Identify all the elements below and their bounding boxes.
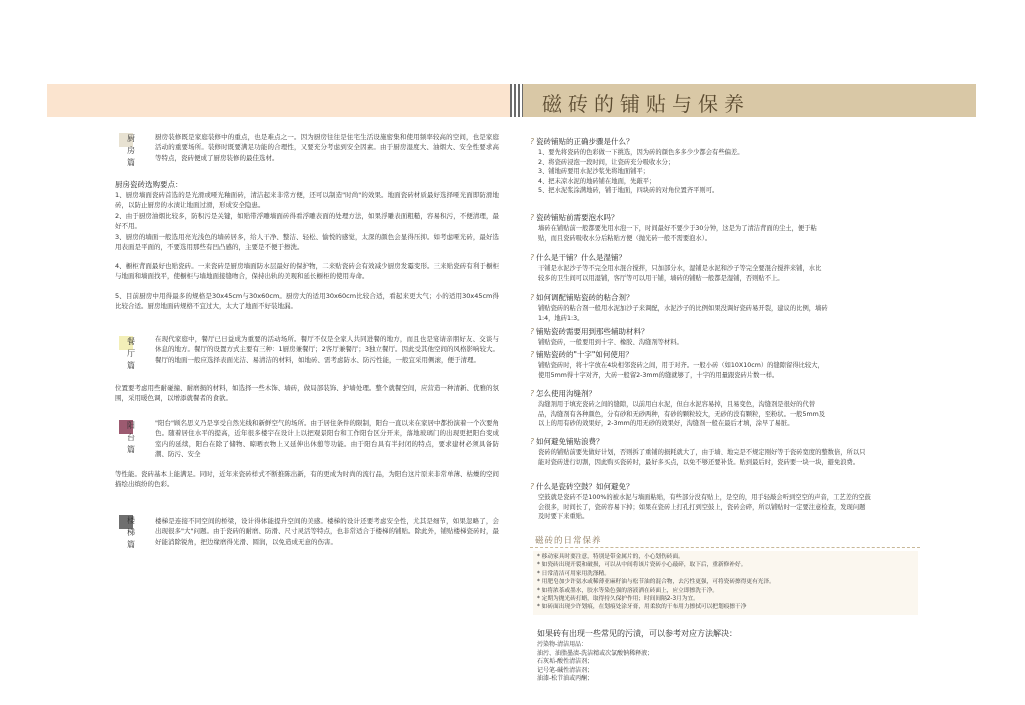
care-item: * 移动家具时要注意，特别是带金属片的，小心划伤砖面。 — [537, 554, 684, 560]
kitchen-point-3: 3、厨房的墙面一般选用亮光浅色的墙砖居多，给人干净、整洁、轻松、愉悦的感觉，太深的颜色会显得压抑。如考虑哑光砖，最好选用表面是平面的，不要选用那些有凹凸感的，主要是不便于擦洗。 — [115, 233, 499, 252]
kitchen-point-4: 4、橱柜背面最好也贴瓷砖。一来瓷砖是厨房墙面防水层最好的保护物，二来贴瓷砖会有效减少厨房发霉变形。三来贴瓷砖有利于橱柜与地面和墙面找平，使橱柜与墙地面接缝吻合，保持出轨的美观和延长橱柜的使用寿命。 — [115, 262, 499, 281]
answer-line: 5、把水泥浆涂满地砖，铺于地面，四块砖的对角位置齐平则可。 — [538, 187, 719, 195]
stain-title: 如果砖有出现一些常见的污渍，可以参考对应方法解决： — [537, 629, 737, 638]
question-heading — [530, 213, 618, 223]
answer-line: 贴，而且瓷砖吸收水分后粘贴方便（抛光砖一般不需要泡水）。 — [538, 234, 712, 242]
balcony-extra: 等性能。瓷砖基本上能满足。同时，近年来瓷砖样式不断推陈出新，有的更成为时尚的流行品，为阳台这片原来非常单薄、枯燥的空间描绘出缤纷的色彩。 — [115, 470, 499, 489]
care-divider — [530, 547, 920, 548]
answer-line: 墙砖在铺贴前一般都要先用水泡一下，时间最好不要少于30分钟，这是为了清洁背面的尘土，便于粘 — [538, 225, 817, 232]
tag-char: 阳 — [127, 421, 135, 430]
question-mark-icon: ? — [530, 137, 534, 146]
answer-line: 干铺是水泥沙子等不完全用水混合搅拌，只加部分水，湿铺是水泥和沙子等完全要混合搅拌来铺，水比 — [538, 265, 822, 272]
care-item: * 如砖面出现少许划痕，在划痕处涂牙膏，用柔软的干布用力擦拭可以把划痕擦干净 — [537, 604, 747, 611]
answer-line: 瓷砖的铺贴前要先做好计划，否则拆了重铺的损耗就大了，由于墙、地完是不规定刚好等于瓷砖宽度的整数倍，所以只 — [538, 449, 866, 456]
header-divider-stripes — [510, 84, 524, 117]
answer-line: 以上的用有砂的效果好，2-3mm的用无砂的效果好，沟缝剂一般在最后才填，涂早了易脏。 — [538, 420, 794, 428]
question-mark-icon: ? — [530, 293, 534, 302]
dining-intro: 在现代家庭中，餐厅已日益成为重要的活动场所。餐厅不仅是全家人共同进餐的地方，而且也是宴请亲朋好友、交谈与休息的地方。餐厅的设置方式主要有三种：1厨房兼餐厅；2客厅兼餐厅；3独立餐厅。因此受其他空间的风格影响较大。餐厅的地面一般应选择表面光洁、易清洁的材料，如地砖、需考虑防水、防污性能，一般宜采用侧滚，便于清理。 — [155, 335, 499, 364]
question-heading — [530, 482, 633, 492]
question-mark-icon: ? — [530, 213, 534, 222]
kitchen-subtitle: 厨房瓷砖选购要点： — [115, 180, 183, 189]
answer-line: 品，沟缝剂有各种颜色，分有砂和无砂两种，有砂的颗粒较大，无砂的没有颗粒，至粉状。一般5mm及 — [538, 410, 826, 418]
care-item: * 用肥皂加少许氨水或稀薄亚麻籽油与松节油的混合物，去污性更强，可将瓷砖擦得更有光泽。 — [537, 579, 775, 586]
question-heading — [530, 293, 633, 303]
stain-item: 石灰垢-酸性清洁剂； — [537, 658, 594, 666]
answer-line: 空鼓就是瓷砖不是100%的被水泥与墙面粘贴，有些部分没有贴上，是空的，用手轻敲会听到空空的声音，工艺差的空鼓 — [538, 494, 871, 501]
answer-line: 铺贴瓷砖，一般要用到十字、橡胶、沟缝剂等材料。 — [538, 339, 683, 346]
question-text: 怎么使用沟缝剂？ — [535, 389, 596, 398]
answer-line: 3、铺地砖要用水泥沙浆先将地面铺平； — [538, 168, 650, 176]
question-text: 如何调配铺贴瓷砖的粘合剂？ — [535, 293, 634, 302]
answer-line: 1:4，地砖1:3。 — [538, 314, 584, 322]
question-heading — [530, 253, 626, 263]
care-item: * 定期为抛光砖打蜡，取得持久保护作用；时间间隔2-3月为宜。 — [537, 596, 699, 602]
question-heading — [530, 137, 633, 147]
answer-line: 2、将瓷砖浸泡一段时间，让瓷砖充分吸收水分； — [538, 158, 675, 166]
section-tag-stairs — [123, 515, 139, 551]
tag-char: 餐 — [127, 337, 135, 346]
tag-char: 楼 — [127, 516, 135, 525]
question-text: 铺贴瓷砖的"十字"如何使用？ — [535, 350, 633, 359]
tag-char: 篇 — [127, 361, 135, 370]
question-mark-icon: ? — [530, 253, 534, 262]
balcony-intro: "阳台"顾名思义乃是享受自然光线和新鲜空气的场所。由于居住条件的限制，阳台一直以来在家居中都扮演着一个次要角色。随着居住水平的提高，近年很多楼宇在设计上以把观景阳台和工作阳台区分开来，落地玻璃门的出现更把阳台变成室内的延续，阳台在除了储物、晾晒衣物上又延伸出休憩等功能。由于阳台具有半封闭的特点，要求建材必须具备防潮、防污、安全 — [155, 419, 499, 458]
section-tag-dining — [123, 336, 139, 372]
dining-extra: 位置要考虑用些耐碰撞、耐磨损的材料，如选择一些木饰、墙砖，做局部装饰、护墙处理。整个就餐空间，应营造一种清新、优雅的氛围，采用暖色调，以增添就餐者的食欲。 — [115, 384, 499, 403]
answer-line: 4、把未凉水泥的地砖铺在地面，先敲平； — [538, 177, 656, 185]
question-text: 什么是干铺？什么是湿铺？ — [535, 253, 626, 262]
question-text: 什么是瓷砖空鼓？如何避免？ — [535, 482, 634, 491]
answer-line: 铺贴瓷砖时，将十字放在4块相邻瓷砖之间，用于对齐。一般小砖（如10X10cm）的缝隙留得比较大， — [538, 362, 824, 369]
question-text: 铺贴瓷砖需要用到那些辅助材料？ — [535, 327, 649, 336]
question-mark-icon: ? — [530, 327, 534, 336]
care-title: 磁砖的日常保养 — [535, 536, 602, 546]
question-text: 瓷砖铺贴前需要泡水吗？ — [535, 213, 619, 222]
answer-line: 铺贴瓷砖的粘合剂一般用水泥加沙子来调配，水泥沙子的比例如果没调好瓷砖易开裂，建议的比例，墙砖 — [538, 305, 828, 312]
stairs-intro: 楼梯是连接不同空间的桥梁，设计得体能提升空间的美感。楼梯的设计还要考虑安全性，尤其是细节，如果忽略了，会出现很多"大"问题。由于瓷砖的耐磨、防滑、尺寸灵活等特点，也非常适合于楼梯的铺贴。除此外，铺贴楼梯瓷砖时，最好能消除锐角，把边缘磨得光滑、圆润，以免造成无意的伤害。 — [155, 517, 499, 546]
answer-line: 使用5mm得十字对齐，大砖一般留2-3mm的缝就够了，十字的用量跟瓷砖片数一样。 — [538, 371, 779, 379]
tag-char: 厅 — [127, 349, 135, 358]
question-mark-icon: ? — [530, 389, 534, 398]
kitchen-intro: 厨房装修既是家庭装修中的重点，也是难点之一。因为厨房往往是住宅生活设施密集和使用频率较高的空间，也是家庭活动的重要场所。装修时既要满足功能的合理性，又要充分考虑到安全因素。由于厨房湿度大、油烟大、安全性要求高等特点，瓷砖便成了厨房装修的最佳选材。 — [155, 133, 499, 162]
header-band-left — [47, 84, 510, 117]
page-title: 磁砖的铺贴与保养 — [542, 92, 750, 116]
stain-item: 污染物-清洁用品： — [537, 641, 588, 648]
question-text: 如何避免铺贴浪费？ — [535, 437, 604, 446]
tag-char: 房 — [127, 146, 135, 155]
question-text: 瓷砖铺贴的正确步骤是什么？ — [535, 137, 634, 146]
question-mark-icon: ? — [530, 350, 534, 359]
answer-line: 能对瓷砖进行切割，因此购买瓷砖时，最好多买点，以免不够还要补货。贴到最后时，瓷砖要一块一块，避免浪费。 — [538, 458, 860, 466]
care-item: * 日常清洁可用家用洗涤精。 — [537, 570, 610, 577]
kitchen-point-2: 2、由于厨房油烟比较多，防积污是关键，如贴带浮雕墙面砖得看浮雕表面的处理方法，如果浮雕表面粗糙，容易积污，不便清理，最好不用。 — [115, 212, 499, 231]
tag-char: 台 — [127, 433, 135, 442]
answer-line: 及时要下来重贴。 — [538, 513, 589, 521]
stain-item: 记号笔-碱性清洁剂； — [537, 666, 594, 674]
section-tag-balcony — [123, 420, 139, 456]
tag-char: 篇 — [127, 158, 135, 167]
question-heading — [530, 350, 633, 360]
tag-char: 篇 — [127, 445, 135, 454]
question-heading — [530, 389, 596, 399]
question-mark-icon: ? — [530, 437, 534, 446]
question-heading — [530, 437, 603, 447]
stain-item: 油污、油脂墨渍-洗洁精或次氯酸钠稀释液； — [537, 649, 654, 657]
answer-line: 会很多，时间长了，瓷砖容易下掉；如果在瓷砖上打孔打到空鼓上，瓷砖会碎，所以铺贴时一定要注意检查，发现问题 — [538, 503, 866, 511]
kitchen-point-5: 5、目前厨房中用得最多的规格是30x45cm与30x60cm。厨房大的适用30x60cm比较合适，看起来更大气；小的适用30x45cm得比较合适。厨房地面砖规格不宜过大，太大了地面不好装地漏。 — [115, 292, 499, 311]
tag-char: 篇 — [127, 540, 135, 549]
question-heading — [530, 327, 648, 337]
answer-line: 1、要先将瓷砖的色彩做一下挑选，因为砖的颜色多多少少都会有些偏差。 — [538, 149, 744, 156]
section-tag-kitchen — [123, 133, 139, 169]
care-item: * 如将浓茶或墨水，胶水等染色强的溶液洒在砖面上，应立即擦洗干净。 — [537, 587, 718, 594]
care-item: * 如瓷砖出现开裂和破损，可以从中间将该片瓷砖小心敲碎，取下后，重新修补好。 — [537, 562, 747, 569]
stain-item: 油漆-松节油或丙酮； — [537, 675, 594, 683]
answer-line: 沟缝剂用于填充瓷砖之间的缝隙，以前用白水泥，但白水泥容易掉，且易变色，沟缝剂是很好的代替 — [538, 401, 816, 408]
answer-line: 较多的卫生间可以用湿铺，客厅等可以用干铺，墙砖的铺贴一般都是湿铺，否则贴不上。 — [538, 274, 784, 282]
tag-char: 梯 — [127, 528, 135, 537]
tag-char: 厨 — [127, 134, 135, 143]
question-mark-icon: ? — [530, 482, 534, 491]
kitchen-point-1: 1、厨房墙面瓷砖首选的是光滑或哑光釉面砖，清洁起来非常方便，还可以制造"时尚"的效果。地面瓷砖材质最好选择哑光面即防滑地砖，以防止厨房的水渍让地面过滑，形成安全隐患。 — [115, 191, 499, 210]
